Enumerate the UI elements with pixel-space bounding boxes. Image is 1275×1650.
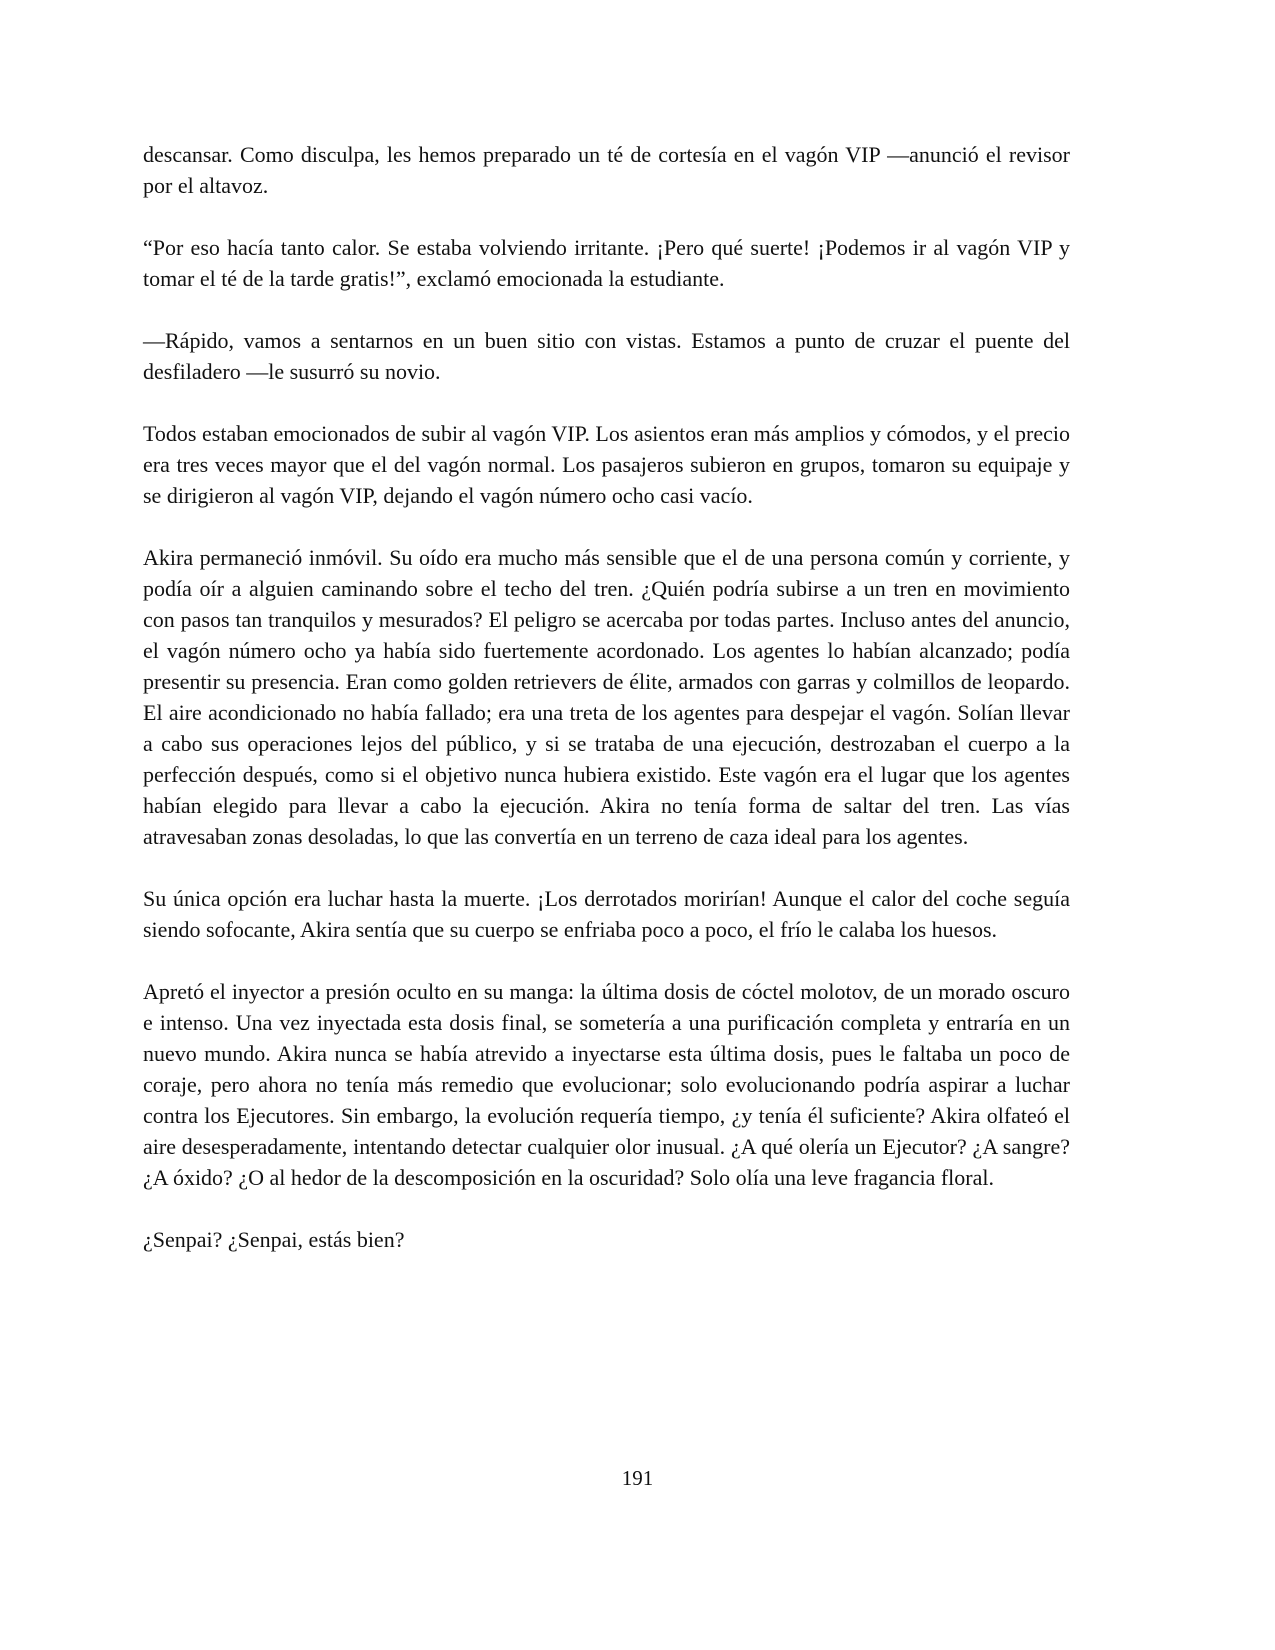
- paragraph: Todos estaban emocionados de subir al vagón VIP. Los asientos eran más amplios y cómodos, y el precio era tres veces mayor que el del vagón normal. Los pasajeros subieron en grupos, tomaron su equipaje y se dirigieron al vagón VIP, dejando el vagón número ocho casi vacío.: [143, 421, 1070, 508]
- paragraph: Apretó el inyector a presión oculto en su manga: la última dosis de cóctel molotov, de un morado oscuro e intenso. Una vez inyectada esta dosis final, se sometería a una purificación completa y entraría en un nuevo mundo. Akira nunca se había atrevido a inyectarse esta última dosis, pues le faltaba un poco de coraje, pero ahora no tenía más remedio que evolucionar; solo evolucionando podría aspirar a luchar contra los Ejecutores. Sin embargo, la evolución requería tiempo, ¿y tenía él suficiente? Akira olfateó el aire desesperadamente, intentando detectar cualquier olor inusual. ¿A qué olería un Ejecutor? ¿A sangre? ¿A óxido? ¿O al hedor de la descomposición en la oscuridad? Solo olía una leve fragancia floral.: [143, 979, 1070, 1190]
- paragraph: “Por eso hacía tanto calor. Se estaba volviendo irritante. ¡Pero qué suerte! ¡Podemos ir al vagón VIP y tomar el té de la tarde gratis!”, exclamó emocionada la estudiante.: [143, 235, 1070, 291]
- page-body: [143, 139, 1070, 1286]
- page-number: 191: [621, 1466, 654, 1490]
- paragraph: —Rápido, vamos a sentarnos en un buen sitio con vistas. Estamos a punto de cruzar el puente del desfiladero —le susurró su novio.: [143, 328, 1070, 384]
- paragraph: Akira permaneció inmóvil. Su oído era mucho más sensible que el de una persona común y corriente, y podía oír a alguien caminando sobre el techo del tren. ¿Quién podría subirse a un tren en movimiento con pasos tan tranquilos y mesurados? El peligro se acercaba por todas partes. Incluso antes del anuncio, el vagón número ocho ya había sido fuertemente acordonado. Los agentes lo habían alcanzado; podía presentir su presencia. Eran como golden retrievers de élite, armados con garras y colmillos de leopardo. El aire acondicionado no había fallado; era una treta de los agentes para despejar el vagón. Solían llevar a cabo sus operaciones lejos del público, y si se trataba de una ejecución, destrozaban el cuerpo a la perfección después, como si el objetivo nunca hubiera existido. Este vagón era el lugar que los agentes habían elegido para llevar a cabo la ejecución. Akira no tenía forma de saltar del tren. Las vías atravesaban zonas desoladas, lo que las convertía en un terreno de caza ideal para los agentes.: [143, 545, 1070, 849]
- paragraph: Su única opción era luchar hasta la muerte. ¡Los derrotados morirían! Aunque el calor del coche seguía siendo sofocante, Akira sentía que su cuerpo se enfriaba poco a poco, el frío le calaba los huesos.: [143, 886, 1070, 942]
- paragraph: ¿Senpai? ¿Senpai, estás bien?: [143, 1227, 405, 1252]
- paragraph: descansar. Como disculpa, les hemos preparado un té de cortesía en el vagón VIP —anunció el revisor por el altavoz.: [143, 142, 1070, 198]
